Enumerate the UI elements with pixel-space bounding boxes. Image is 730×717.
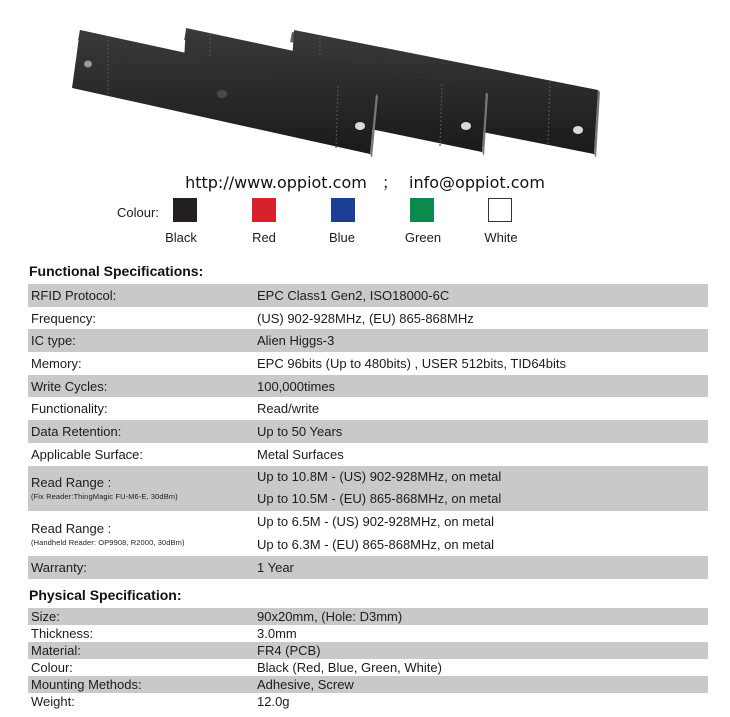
read-range-label: Read Range :	[31, 520, 112, 536]
spec-value: EPC Class1 Gen2, ISO18000-6C	[257, 284, 708, 307]
table-row	[28, 329, 708, 352]
swatch-label-black: Black	[165, 230, 197, 245]
physical-specs-title: Physical Specification:	[29, 587, 182, 603]
spec-label: Data Retention:	[28, 420, 257, 443]
email-link[interactable]: info@oppiot.com	[409, 173, 545, 192]
spec-value	[257, 466, 708, 511]
table-row	[28, 375, 708, 398]
contact-line	[0, 170, 730, 193]
functional-specs-table	[28, 284, 708, 579]
read-range-note: (Handheld Reader: OP9908, R2000, 30dBm)	[31, 537, 185, 547]
table-row	[28, 284, 708, 307]
spec-label: Material:	[28, 642, 257, 659]
spec-label	[28, 511, 257, 556]
read-range-label: Read Range :	[31, 475, 112, 491]
spec-value: (US) 902-928MHz, (EU) 865-868MHz	[257, 310, 474, 326]
read-range-note: (Fix Reader:ThingMagic FU-M6-E, 30dBm)	[31, 492, 178, 502]
spec-value: Adhesive, Screw	[257, 676, 708, 693]
table-row-read-range-fixed	[28, 466, 708, 511]
spec-label: Functionality:	[31, 401, 108, 417]
spec-label: Thickness:	[31, 626, 94, 641]
spec-value: Up to 50 Years	[257, 420, 708, 443]
spec-label: Mounting Methods:	[28, 676, 257, 693]
swatch-blue	[331, 198, 355, 222]
swatch-white	[488, 198, 512, 222]
spec-label: Size:	[28, 608, 257, 625]
table-row-read-range-handheld	[28, 511, 708, 556]
table-row	[28, 556, 708, 579]
table-row	[28, 307, 708, 330]
physical-specs-table	[28, 608, 708, 710]
spec-value: Read/write	[257, 401, 320, 417]
spec-label: IC type:	[28, 329, 257, 352]
spec-value: 1 Year	[257, 556, 708, 579]
read-range-value: Up to 6.5M - (US) 902-928MHz, on metal	[257, 513, 494, 529]
table-row	[28, 625, 708, 642]
spec-label: Applicable Surface:	[31, 446, 144, 462]
swatch-black	[173, 198, 197, 222]
swatch-label-red: Red	[252, 230, 276, 245]
table-row	[28, 693, 708, 710]
swatch-label-green: Green	[404, 230, 442, 245]
spec-value: Alien Higgs-3	[257, 329, 708, 352]
functional-specs-title: Functional Specifications:	[29, 263, 204, 279]
spec-label: Frequency:	[31, 310, 97, 326]
swatch-red	[252, 198, 276, 222]
spec-value: FR4 (PCB)	[257, 642, 708, 659]
spec-label: Memory:	[31, 355, 82, 371]
spec-value: Black (Red, Blue, Green, White)	[257, 660, 442, 675]
spec-label: Write Cycles:	[28, 375, 257, 398]
swatch-label-blue: Blue	[328, 230, 356, 245]
spec-value: 100,000times	[257, 375, 708, 398]
read-range-value: Up to 10.8M - (US) 902-928MHz, on metal	[257, 468, 502, 484]
table-row	[28, 443, 708, 466]
table-row	[28, 659, 708, 676]
colour-label: Colour:	[117, 205, 159, 220]
spec-value: 12.0g	[257, 694, 290, 709]
website-link[interactable]: http://www.oppiot.com	[185, 173, 367, 192]
spec-label: RFID Protocol:	[28, 284, 257, 307]
read-range-value: Up to 6.3M - (EU) 865-868MHz, on metal	[257, 536, 494, 552]
spec-label: Weight:	[31, 694, 75, 709]
spec-label	[28, 466, 257, 511]
table-row	[28, 352, 708, 375]
product-image-rfid-tags	[70, 22, 610, 172]
swatch-label-white: White	[484, 230, 518, 245]
spec-value	[257, 511, 708, 556]
spec-label: Colour:	[31, 660, 73, 675]
contact-separator: ；	[381, 173, 398, 192]
table-row	[28, 676, 708, 693]
table-row	[28, 420, 708, 443]
table-row	[28, 608, 708, 625]
read-range-value: Up to 10.5M - (EU) 865-868MHz, on metal	[257, 491, 502, 507]
table-row	[28, 642, 708, 659]
spec-value: 3.0mm	[257, 626, 297, 641]
spec-value: 90x20mm, (Hole: D3mm)	[257, 608, 708, 625]
spec-label: Warranty:	[28, 556, 257, 579]
table-row	[28, 397, 708, 420]
swatch-green	[410, 198, 434, 222]
spec-value: EPC 96bits (Up to 480bits) , USER 512bits, TID64bits	[257, 355, 567, 371]
spec-value: Metal Surfaces	[257, 446, 344, 462]
